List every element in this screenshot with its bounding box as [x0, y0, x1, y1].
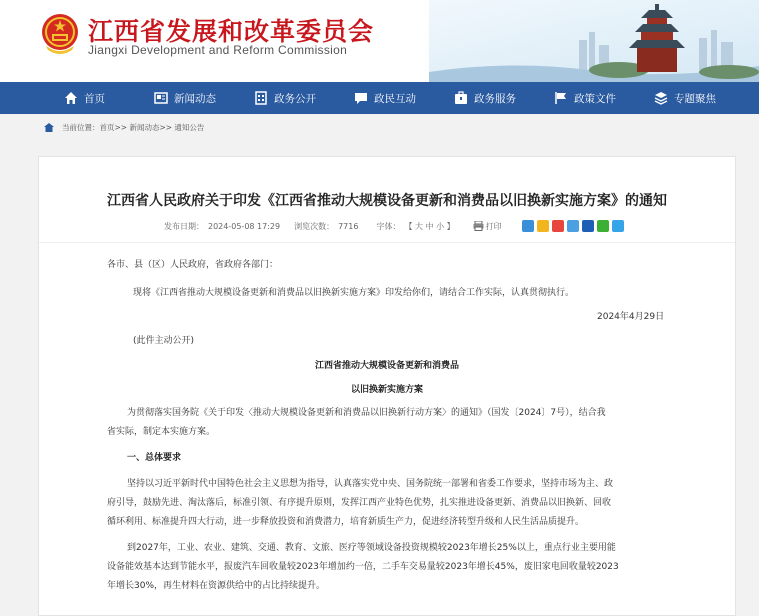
national-emblem-icon	[40, 12, 80, 54]
share-weibo-icon[interactable]	[552, 220, 564, 232]
nav-label: 首页	[84, 92, 105, 105]
nav-topics[interactable]	[654, 82, 754, 114]
layers-icon	[654, 91, 668, 105]
nav-label: 新闻动态	[174, 92, 216, 105]
nav-news[interactable]	[154, 82, 254, 114]
nav-label: 政务公开	[274, 92, 316, 105]
publish-date: 2024-05-08 17:29	[208, 221, 281, 231]
print-icon[interactable]	[473, 221, 484, 231]
share-link-icon[interactable]	[612, 220, 624, 232]
nav-policy[interactable]	[554, 82, 654, 114]
para3-line2: 设备能效基本达到节能水平，报废汽车回收量较2023年增加约一倍，二手车交易量较2023年增长45%，废旧家电回收量较2023	[107, 562, 619, 572]
site-title: 江西省发展和改革委员会	[88, 17, 375, 46]
home-icon	[64, 91, 78, 105]
meta-divider	[39, 242, 735, 243]
building-icon	[254, 91, 268, 105]
share-wechat-icon[interactable]	[597, 220, 609, 232]
flag-icon	[554, 91, 568, 105]
article-card	[38, 156, 736, 616]
nav-label: 政民互动	[374, 92, 416, 105]
nav-label: 政策文件	[574, 92, 616, 105]
plan-title-line1: 江西省推动大规模设备更新和消费品	[314, 361, 459, 371]
site-header	[0, 0, 759, 82]
date-label: 发布日期：	[164, 221, 204, 231]
font-size-label: 字体：	[376, 221, 401, 231]
view-count: 7716	[338, 221, 359, 231]
nav-label: 专题聚焦	[674, 92, 716, 105]
intro-paragraph: 现将《江西省推动大规模设备更新和消费品以旧换新实施方案》印发给你们，请结合工作实际，认真贯彻执行。	[133, 288, 575, 298]
para1-line2: 省实际，制定本实施方案。	[107, 427, 216, 437]
article-title: 江西省人民政府关于印发《江西省推动大规模设备更新和消费品以旧换新实施方案》的通知	[107, 193, 667, 209]
para2-line2: 府引导，鼓励先进、淘汰落后，标准引领、有序提升原则，发挥江西产业特色优势，扎实推进设备更新、消费品以旧换新、回收	[107, 498, 612, 508]
main-navigation	[0, 82, 759, 114]
nav-label: 政务服务	[474, 92, 516, 105]
share-tencent-icon[interactable]	[567, 220, 579, 232]
share-qzone-icon[interactable]	[537, 220, 549, 232]
section-heading: 一、总体要求	[127, 453, 182, 463]
city-skyline-illustration	[429, 0, 759, 82]
site-subtitle: Jiangxi Development and Reform Commission	[88, 43, 348, 57]
nav-services[interactable]	[454, 82, 554, 114]
plan-title-line2: 以旧换新实施方案	[350, 385, 423, 395]
para3-line3: 年增长30%，再生材料在资源供给中的占比持续提升。	[107, 581, 326, 591]
share-bar	[522, 220, 627, 232]
share-renren-icon[interactable]	[582, 220, 594, 232]
share-plus-icon[interactable]	[522, 220, 534, 232]
para1-line1: 为贯彻落实国务院《关于印发〈推动大规模设备更新和消费品以旧换新行动方案〉的通知》（国发〔2024〕7号），结合我	[127, 408, 606, 418]
font-size-selector[interactable]: 【 大 中 小 】	[404, 221, 455, 231]
nav-interaction[interactable]	[354, 82, 454, 114]
nav-home[interactable]	[64, 82, 154, 114]
disclosure-note: (此件主动公开)	[133, 336, 195, 346]
chat-icon	[354, 91, 368, 105]
salutation: 各市、县（区）人民政府，省政府各部门：	[107, 260, 279, 270]
article-meta	[164, 220, 627, 232]
service-icon	[454, 91, 468, 105]
para3-line1: 到2027年，工业、农业、建筑、交通、教育、文旅、医疗等领域设备投资规模较2023年增长25%以上，重点行业主要用能	[127, 543, 616, 553]
breadcrumb-text[interactable]: 当前位置：首页>> 新闻动态>> 通知公告	[62, 122, 205, 132]
print-button[interactable]: 打印	[485, 221, 502, 231]
para2-line3: 循环利用、标准提升四大行动，进一步释放投资和消费潜力，培育新质生产力，促进经济转型升级和人民生活品质提升。	[107, 517, 585, 527]
sign-date: 2024年4月29日	[597, 312, 665, 322]
home-icon	[44, 123, 54, 132]
views-label: 浏览次数：	[294, 221, 335, 231]
breadcrumb	[0, 114, 759, 140]
nav-gov-affairs[interactable]	[254, 82, 354, 114]
para2-line1: 坚持以习近平新时代中国特色社会主义思想为指导，认真落实党中央、国务院统一部署和省委工作要求，坚持市场为主、政	[127, 479, 614, 489]
newspaper-icon	[154, 91, 168, 105]
